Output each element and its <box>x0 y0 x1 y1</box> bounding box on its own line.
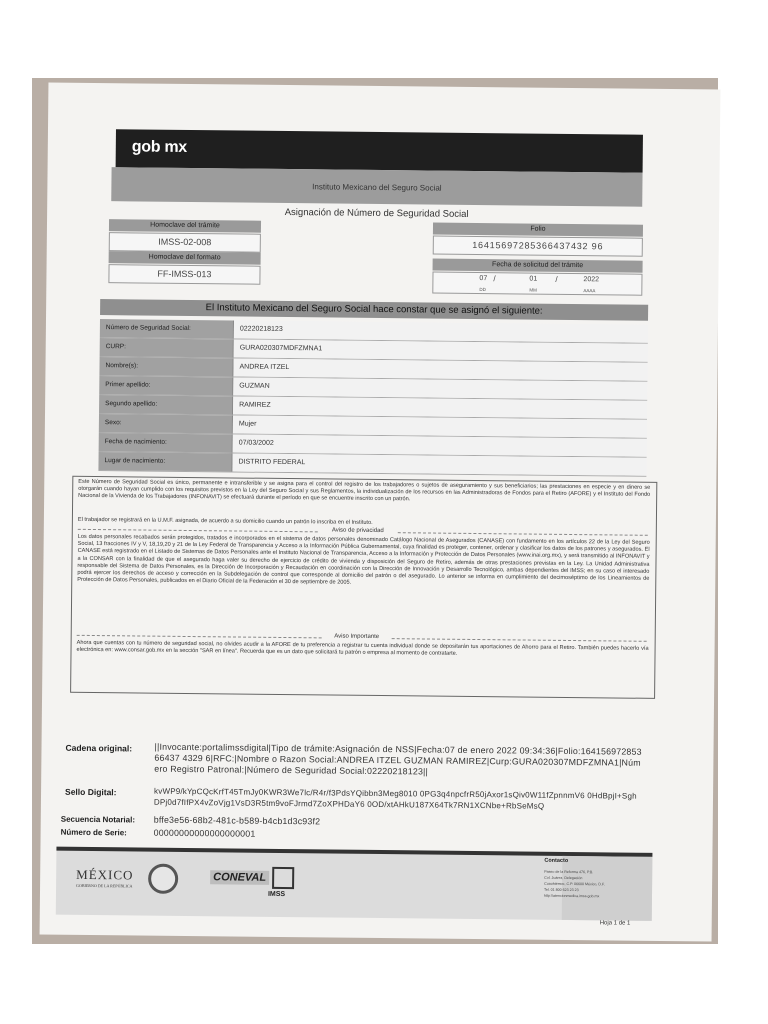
numero-serie-label: Número de Serie: <box>60 827 127 838</box>
fecha-sep-1: / <box>493 274 496 284</box>
paragraph-nss: Este Número de Seguridad Social es único, permanente e intransferible y se asigna para el control del registro de los trabajadores o sujetos de aseguramiento y sus beneficiarios; las prestaciones en especie y en dinero se otorgarán cuando hayan cumplido con los requisitos previstos en la Ley del Seguro Social y sus Reglamentos, la individualización de los recursos en las Administradoras de Fondos para el Retiro (AFORE) y el Instituto del Fondo Nacional de la Vivienda de los Trabajadores (INFONAVIT) se efectuará durante el período en que se encuentre inscrito con un patrón. <box>78 478 651 503</box>
fecha-month: 01 <box>529 275 538 283</box>
dd-label: DD <box>479 287 486 293</box>
coneval-logo: CONEVAL <box>210 870 269 885</box>
fecha-year: 2022 <box>583 276 600 284</box>
nombre-value: ANDREA ITZEL <box>233 358 647 380</box>
fecha-day: 07 <box>479 275 488 283</box>
cadena-original-value: ||Invocante:portalimssdigital|Tipo de trámite:Asignación de NSS|Fecha:07 de enero 2022 09:34:36|Folio:16415697285366437 4329 6|RFC:|Nombre o Razon Social:ANDREA ITZEL GUZMAN RAMIREZ|Curp:GURA020307MDFZMNA1|Número Registro Patronal:|Número de Seguridad Social:02220218123|| <box>154 741 642 777</box>
table-row: Número de Seguridad Social: 02220218123 <box>100 319 648 344</box>
table-row: Lugar de nacimiento: DISTRITO FEDERAL <box>98 452 646 477</box>
contacto-title: Contacto <box>544 857 569 864</box>
divider <box>398 532 648 536</box>
folio-label: Folio <box>433 223 643 237</box>
gob-header-bar <box>116 129 643 173</box>
contact-address-line: Paseo de la Reforma 476, P.B. <box>544 869 594 875</box>
secuencia-notarial-label: Secuencia Notarial: <box>60 814 136 825</box>
primer-apellido-value: GUZMAN <box>233 377 647 399</box>
section-title-bar: El Instituto Mexicano del Seguro Social hace constar que se asignó el siguiente: <box>100 299 648 321</box>
contact-address-line: Cuauhtémoc, C.P. 06600 México, D.F. <box>544 881 605 887</box>
institute-bar <box>111 167 642 207</box>
curp-value: GURA020307MDFZMNA1 <box>234 339 648 361</box>
homoclave-formato-value: FF-IMSS-013 <box>108 264 260 285</box>
page-number: Hoja 1 de 1 <box>599 920 631 927</box>
table-row: Segundo apellido: RAMIREZ <box>99 395 647 420</box>
divider <box>392 638 647 642</box>
table-row: Sexo: Mujer <box>99 414 647 439</box>
sello-digital-label: Sello Digital: <box>65 786 117 798</box>
table-row: CURP: GURA020307MDFZMNA1 <box>100 338 648 363</box>
nss-value: 02220218123 <box>234 320 648 342</box>
imss-eagle-icon <box>272 867 294 889</box>
paragraph-privacidad: Los datos personales recabados serán protegidos, tratados e incorporados en el sistema de datos personales denominado Catálogo Nacional de Asegurados (CANASE) con fundamento en los artículos 22 de la Ley del Seguro Social, 13 fracciones IV y V, 18,19,20 y 21 de la Ley Federal de Transparencia y Acceso a la Información Pública Gubernamental, cuya finalidad es proteger, contener, ordenar y clasificar los datos de los patrones y asegurados. El CANASE está registrado en el Listado de Sistemas de Datos Personales ante el Instituto Nacional de Transparencia, Acceso a la Información y Protección de Datos Personales (www.inai.org.mx), y será transmitido al INFONAVIT y a la CONSAR con la finalidad de que el asegurado haga valer su derecho de ejercicio de crédito de vivienda y disposición del Seguro de Retiro, además de otras prestaciones previstas en la Ley. La Unidad Administrativa responsable del Sistema de Datos Personales, es la Dirección de Incorporación y Recaudación en coordinación con la Dirección de Innovación y Desarrollo Tecnológico, ambas dependientes del IMSS; en su caso el interesado podrá ejercer los derechos de acceso y corrección en la Subdelegación de control que corresponde al domicilio del patrón o del asegurado. Lo anterior se informa en cumplimiento del decimoséptimo de los Lineamientos de Protección de Datos Personales, publicados en el Diario Oficial de la Federación el 30 de septiembre de 2005. <box>77 533 650 586</box>
sexo-value: Mujer <box>233 415 647 437</box>
aviso-privacidad-title: Aviso de privacidad <box>331 527 384 535</box>
lugar-nacimiento-value: DISTRITO FEDERAL <box>232 453 646 475</box>
paragraph-umf: El trabajador se registrará en la U.M.F. asignada, de acuerdo a su domicilio cuando un patrón lo inscriba en el Instituto. <box>77 516 373 526</box>
fecha-sep-2: / <box>555 274 558 284</box>
table-row: Fecha de nacimiento: 07/03/2002 <box>99 433 647 458</box>
table-row: Primer apellido: GUZMAN <box>99 376 647 401</box>
aaaa-label: AAAA <box>583 288 596 294</box>
divider <box>78 529 318 533</box>
document-title: Asignación de Número de Seguridad Social <box>284 206 469 220</box>
footer-band <box>56 847 653 921</box>
fecha-nacimiento-value: 07/03/2002 <box>233 434 647 456</box>
document-paper <box>40 83 721 942</box>
gob-logo-text: gob mx <box>131 138 187 156</box>
person-data-table <box>98 319 648 477</box>
sello-digital-value: kvWP9/kYpCQcKrfT45TmJy0KWR3We7lc/R4r/f3PdsYQibbn3Meg8010 0PG3q4npcfrR50jAxor1sQiv0W11fZpnnmV6 0HdBpjI+SghDPj0d7fIfPX4vZoVjg1VsD3R5tm9voFJrmd7ZoXPHDaY6 0OD/xtAHkU187X64Tk7RN1XCNbe+RbSeMsQ <box>153 786 637 811</box>
fecha-box <box>432 272 642 296</box>
mexico-logo: MÉXICO GOBIERNO DE LA REPÚBLICA <box>76 866 134 889</box>
paragraph-importante: Ahora que cuentas con tu número de seguridad social, no olvides acudir a la AFORE de tu preferencia a registrar tu cuenta individual donde se depositarán tus aportaciones de Ahorro para el Retiro. También puedes hacerlo vía electrónica en: www.consar.gob.mx en la sección "SAR en línea". Recuerda que es un dato que solicitará tu patrón o empresa al momento de contratarte. <box>76 639 649 658</box>
numero-serie-value: 00000000000000000001 <box>153 827 256 839</box>
contact-web-line: http://atencionmedica.imss.gob.mx <box>543 893 600 899</box>
aviso-importante-title: Aviso Importante <box>334 633 380 640</box>
homoclave-tramite-value: IMSS-02-008 <box>109 232 261 253</box>
cadena-original-label: Cadena original: <box>65 742 133 754</box>
fecha-label: Fecha de solicitud del trámite <box>433 259 643 273</box>
legal-text-box <box>70 476 657 699</box>
folio-value: 16415697285366437432 96 <box>433 236 643 257</box>
secuencia-notarial-value: bffe3e56-68b2-481c-b589-b4cb1d3c93f2 <box>153 814 321 827</box>
segundo-apellido-value: RAMIREZ <box>233 396 647 418</box>
imss-logo-text: IMSS <box>267 890 286 899</box>
contact-address-line: Col. Juárez, Delegación <box>544 875 583 881</box>
contact-phone-line: Tel. 01 800 623 23 23 <box>544 887 579 893</box>
homoclave-formato-label: Homoclave del formato <box>109 251 261 265</box>
homoclave-tramite-label: Homoclave del trámite <box>109 219 261 233</box>
table-row: Nombre(s): ANDREA ITZEL <box>99 357 647 382</box>
national-seal-icon <box>148 864 178 894</box>
divider <box>77 635 322 639</box>
institute-name: Instituto Mexicano del Seguro Social <box>312 181 442 193</box>
mm-label: MM <box>529 287 537 293</box>
